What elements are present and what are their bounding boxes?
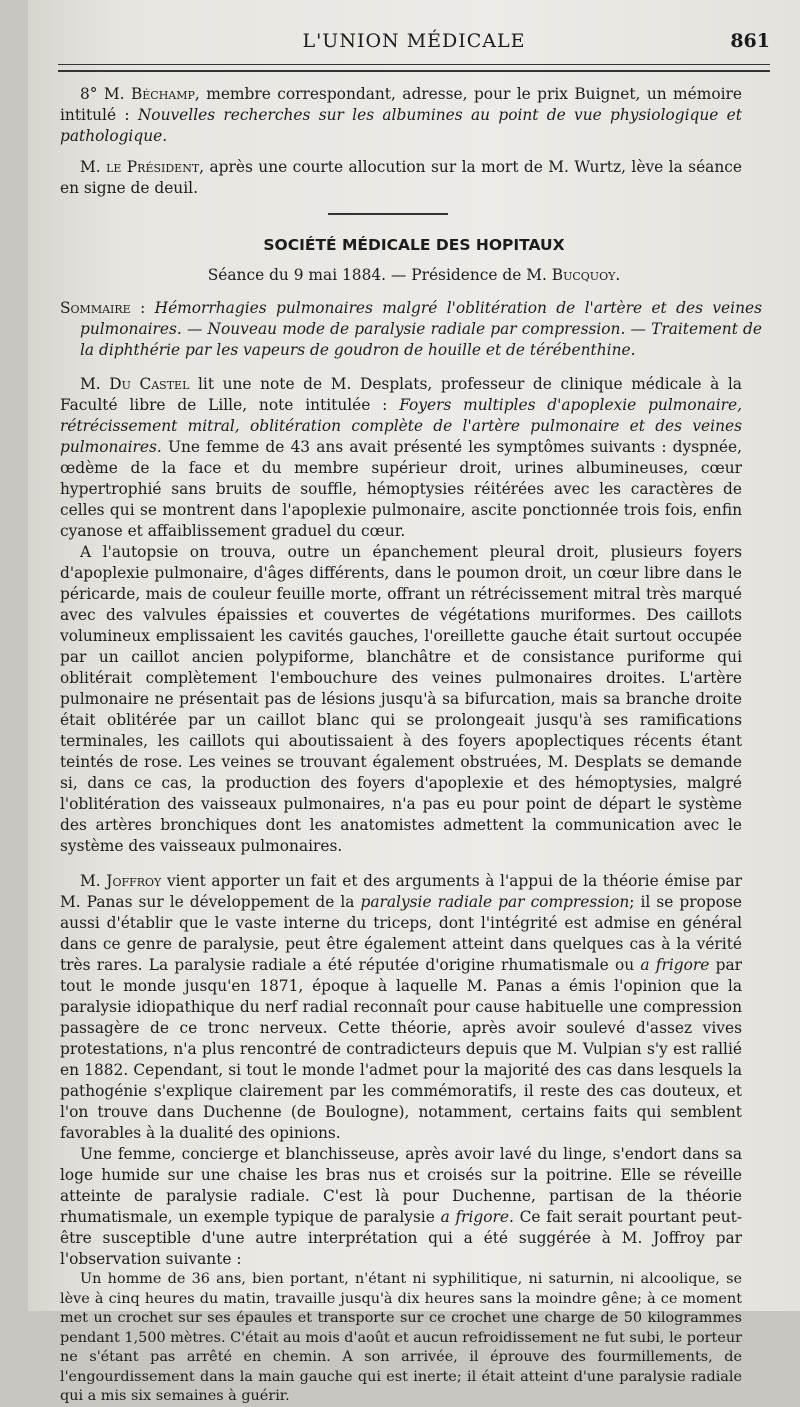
page: [28, 0, 800, 1404]
paragraph-du-castel: M. Du Castel lit une note de M. Desplats, professeur de clinique médicale à la Faculté libre de Lille, note intitulée : Foyers multiples d'apoplexie pulmonaire, rétrécissement mitral, oblitération complète de l'artère pulmonaire et des veines pulmonaires. Une femme de 43 ans avait présenté les symptômes suivants : dyspnée, œdème de la face et du membre supérieur droit, urines albumineuses, cœur hypertrophié sans bruits de souffle, hémoptysies réitérées avec les caractères de celles qui se montrent dans l'apoplexie pulmonaire, ascite ponctionnée trois fois, enfin cyanose et affaiblissement graduel du cœur.: [60, 375, 742, 540]
header-rule: [58, 64, 770, 65]
article-body: [60, 374, 742, 1407]
page-number: 861: [730, 30, 770, 52]
section-title: SOCIÉTÉ MÉDICALE DES HOPITAUX: [263, 236, 565, 254]
paragraph-concierge: Une femme, concierge et blanchisseuse, après avoir lavé du linge, s'endort dans sa loge humide sur une chaise les bras nus et croisés sur la poitrine. Elle se réveille atteinte de paralysie radiale. C'est là pour Duchenne, partisan de la théorie rhumatismale, un exemple typique de paralysie a frigore. Ce fait serait pourtant peut-être susceptible d'une autre interprétation qui a été suggérée à M. Joffroy par l'observation suivante :: [60, 1145, 742, 1268]
header-rule-thick: [58, 70, 770, 72]
journal-title: L'UNION MÉDICALE: [302, 30, 526, 52]
paragraph-autopsy: A l'autopsie on trouva, outre un épanchement pleural droit, plusieurs foyers d'apoplexie pulmonaire, d'âges différents, dans le poumon droit, un cœur libre dans le péricarde, mais de couleur feuille morte, offrant un rétrécissement mitral très marqué avec des valvules épaissies et couvertes de végétations muriformes. Des caillots volumineux emplissaient les cavités gauches, l'oreillette gauche était surtout occupée par un caillot ancien polypiforme, blanchâtre et de consistance puriforme qui oblitérait complètement l'embouchure des veines pulmonaires droites. L'artère pulmonaire ne présentait pas de lésions jusqu'à sa bifurcation, mais sa branche droite était oblitérée par un caillot blanc qui se prolongeait jusqu'à ses ramifications terminales, les caillots qui aboutissaient à des foyers apoplectiques récents étant teintés de rose. Les veines se trouvant également obstruées, M. Desplats se demande si, dans ce cas, la production des foyers d'apoplexie et des hémoptysies, malgré l'oblitération des vaisseaux pulmonaires, n'a pas eu pour point de départ le système des artères bronchiques dont les anatomistes admettent la communication avec le système des vaisseaux pulmonaires.: [60, 543, 742, 855]
paragraph-president: M. le Président, après une courte allocution sur la mort de M. Wurtz, lève la séance en signe de deuil.: [60, 158, 742, 197]
paragraph-observation: Un homme de 36 ans, bien portant, n'étant ni syphilitique, ni saturnin, ni alcoolique, se lève à cinq heures du matin, travaille jusqu'à dix heures sans la moindre gêne; à ce moment met un crochet sur ses épaules et transporte sur ce crochet une charge de 50 kilogrammes pendant 1,500 mètres. C'était au mois d'août et aucun refroidissement ne fut subi, le porteur ne s'étant pas arrêté en chemin. A son arrivée, il éprouve des fourmillements, de l'engourdissement dans la main gauche qui est inerte; il était atteint d'une paralysie radiale qui a mis six semaines à guérir.: [60, 1271, 742, 1404]
summary: Sommaire : Hémorrhagies pulmonaires malgré l'oblitération de l'artère et des veines pulmonaires. — Nouveau mode de paralysie radiale par compression. — Traitement de la diphthérie par les vapeurs de goudron de houille et de térébenthine.: [60, 299, 762, 359]
top-notices: [60, 84, 742, 199]
session-line: Séance du 9 mai 1884. — Présidence de M. Bucquoy.: [207, 266, 621, 284]
section-separator: [328, 213, 448, 215]
paragraph-joffroy: M. Joffroy vient apporter un fait et des arguments à l'appui de la théorie émise par M. Panas sur le développement de la paralysie radiale par compression; il se propose aussi d'établir que le vaste interne du triceps, dont l'intégrité est admise en général dans ce genre de paralysie, peut être également atteint dans quelques cas à la vérité très rares. La paralysie radiale a été réputée d'origine rhumatismale ou a frigore par tout le monde jusqu'en 1871, époque à laquelle M. Panas a émis l'opinion que la paralysie idiopathique du nerf radial reconnaît pour cause habituelle une compression passagère de ce tronc nerveux. Cette théorie, après avoir soulevé d'assez vives protestations, n'a plus rencontré de contradicteurs depuis que M. Vulpian s'y est rallié en 1882. Cependant, si tout le monde l'admet pour la majorité des cas dans lesquels la pathogénie s'explique clairement par les commémoratifs, il reste des cas douteux, et l'on trouve dans Duchenne (de Boulogne), notamment, certains faits qui semblent favorables à la dualité des opinions.: [60, 872, 742, 1142]
paragraph-bechamp: 8° M. Béchamp, membre correspondant, adresse, pour le prix Buignet, un mémoire intitulé : Nouvelles recherches sur les albumines au point de vue physiologique et pathologique.: [60, 85, 743, 145]
running-header: [58, 30, 770, 60]
